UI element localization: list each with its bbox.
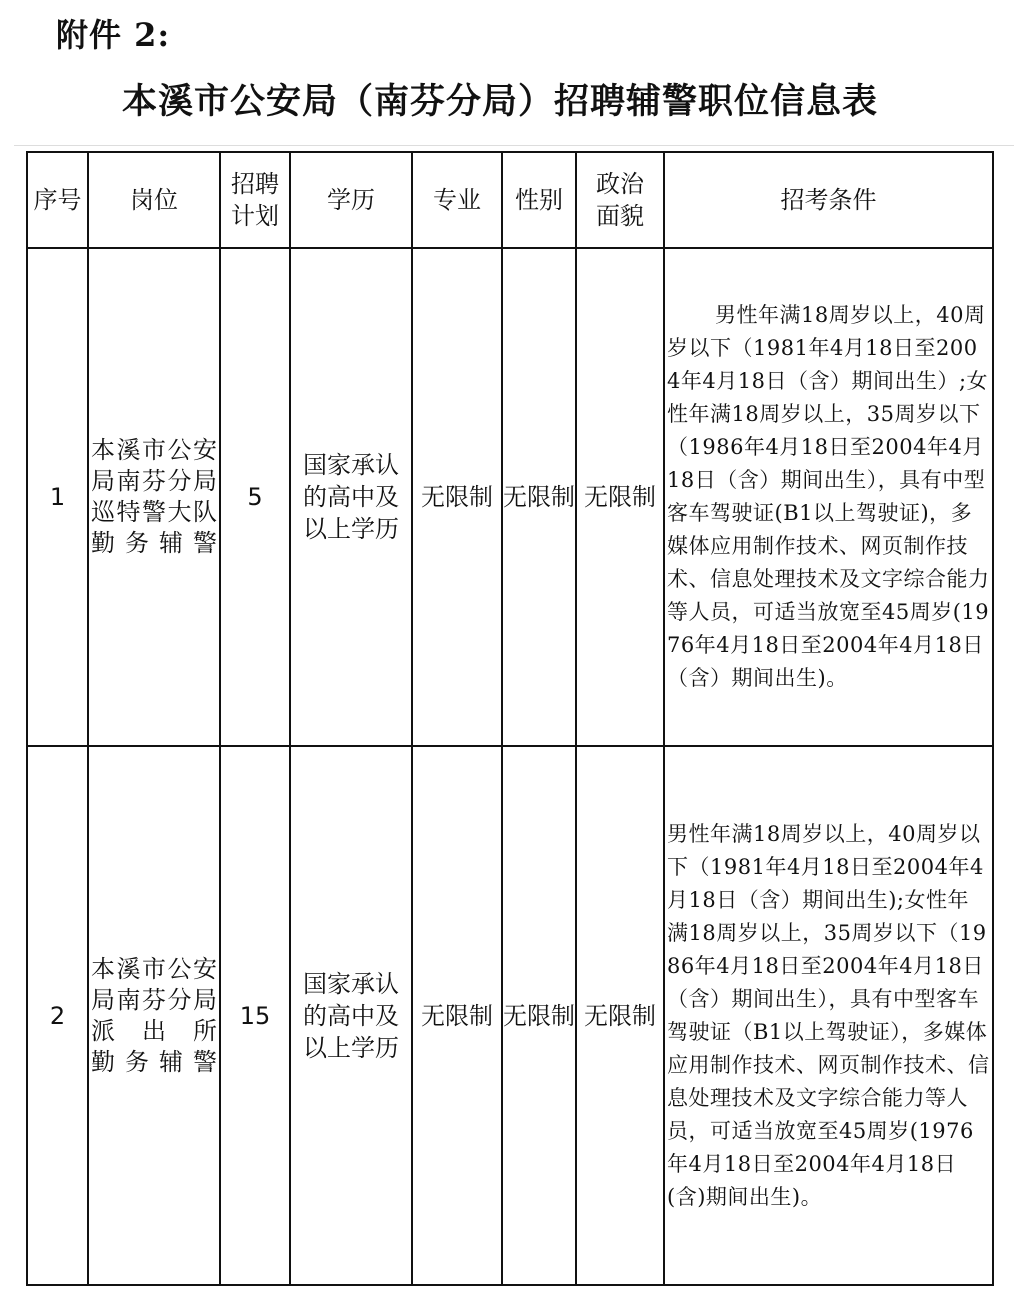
cell-position <box>88 248 220 746</box>
cell-major: 无限制 <box>412 746 502 1285</box>
position-line: 局南芬分局 <box>91 985 217 1014</box>
table-row <box>27 248 993 746</box>
header-position: 岗位 <box>88 152 220 248</box>
education-line: 以上学历 <box>303 515 399 543</box>
cell-education <box>290 248 412 746</box>
education-line: 的高中及 <box>303 483 399 511</box>
header-index: 序号 <box>27 152 88 248</box>
cell-conditions: 男性年满18周岁以上，40周岁以下（1981年4月18日至2004年4月18日（含）期间出生);女性年满18周岁以上，35周岁以下（1986年4月18日至2004年4月18日（含）期间出生），具有中型客车驾驶证（B1以上驾驶证），多媒体应用制作技术、网页制作技术、信息处理技术及文字综合能力等人员，可适当放宽至45周岁(1976年4月18日至2004年4月18日(含)期间出生)。 <box>664 746 993 1285</box>
header-plan-line1: 招聘 <box>231 170 279 198</box>
position-line: 派出所 <box>91 1016 217 1045</box>
cell-index: 2 <box>27 746 88 1285</box>
cell-education <box>290 746 412 1285</box>
position-line: 勤务辅警 <box>91 1047 217 1076</box>
education-line: 国家承认 <box>303 969 399 998</box>
attachment-label: 附件 2: <box>56 16 171 54</box>
position-line: 巡特警大队 <box>91 498 217 526</box>
header-politics <box>576 152 664 248</box>
education-line: 以上学历 <box>303 1033 399 1062</box>
recruitment-table <box>26 151 994 1286</box>
cell-gender: 无限制 <box>502 248 576 746</box>
header-major: 专业 <box>412 152 502 248</box>
cell-position <box>88 746 220 1285</box>
header-plan <box>220 152 290 248</box>
cell-major: 无限制 <box>412 248 502 746</box>
header-education: 学历 <box>290 152 412 248</box>
header-politics-line2: 面貌 <box>596 202 644 230</box>
cell-gender: 无限制 <box>502 746 576 1285</box>
cell-plan: 15 <box>220 746 290 1285</box>
divider <box>14 145 1014 146</box>
education-line: 国家承认 <box>303 451 399 479</box>
position-line: 局南芬分局 <box>91 467 217 495</box>
header-gender: 性别 <box>502 152 576 248</box>
cell-politics: 无限制 <box>576 248 664 746</box>
header-plan-line2: 计划 <box>231 202 279 230</box>
table-header-row <box>27 152 993 248</box>
header-politics-line1: 政治 <box>596 170 644 198</box>
position-line: 本溪市公安 <box>91 436 217 464</box>
cell-politics: 无限制 <box>576 746 664 1285</box>
education-line: 的高中及 <box>303 1001 399 1030</box>
position-line: 本溪市公安 <box>91 954 217 983</box>
cell-conditions: 男性年满18周岁以上，40周岁以下（1981年4月18日至2004年4月18日（含）期间出生）;女性年满18周岁以上，35周岁以下（1986年4月18日至2004年4月18日（含）期间出生），具有中型客车驾驶证(B1以上驾驶证)，多媒体应用制作技术、网页制作技术、信息处理技术及文字综合能力等人员，可适当放宽至45周岁(1976年4月18日至2004年4月18日（含）期间出生)。 <box>664 248 993 746</box>
header-conditions: 招考条件 <box>664 152 993 248</box>
document-title: 本溪市公安局（南芬分局）招聘辅警职位信息表 <box>121 81 878 122</box>
cell-index: 1 <box>27 248 88 746</box>
table-row <box>27 746 993 1285</box>
position-line: 勤务辅警 <box>91 529 217 557</box>
cell-plan: 5 <box>220 248 290 746</box>
